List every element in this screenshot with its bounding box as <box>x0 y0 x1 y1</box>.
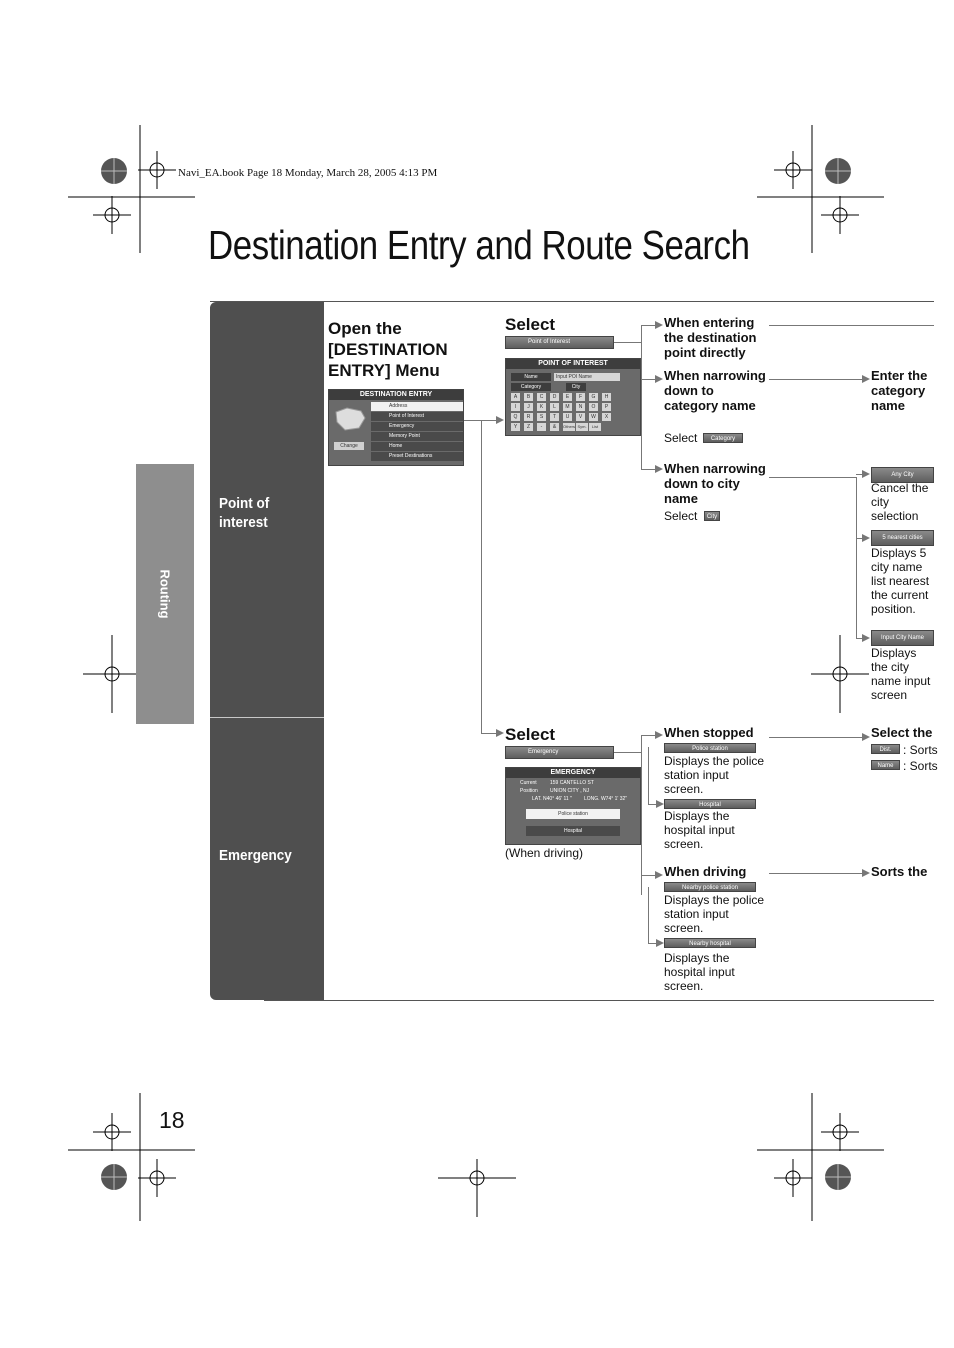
keypad-key[interactable]: K <box>537 403 546 411</box>
nearby-hospital-button[interactable]: Nearby hospital <box>664 938 756 948</box>
hospital-text: Displays the hospital input screen. <box>664 809 735 851</box>
position-value: UNION CITY , NJ <box>550 788 590 794</box>
keypad-key[interactable]: M <box>563 403 572 411</box>
map-icon <box>333 406 367 432</box>
keypad-key[interactable]: P <box>602 403 611 411</box>
branch-when-stopped: When stopped <box>664 725 754 740</box>
emergency-screen <box>505 767 641 845</box>
branch-direct: When entering the destination point directly <box>664 315 757 360</box>
section-side-panel <box>210 302 324 1000</box>
keypad-key[interactable]: G <box>589 393 598 401</box>
section-label-emergency: Emergency <box>219 847 292 864</box>
keypad-key[interactable]: Y <box>511 423 520 431</box>
keypad-key[interactable]: - <box>537 423 546 431</box>
keypad-key[interactable]: L <box>550 403 559 411</box>
point-of-interest-button[interactable]: Point of Interest <box>505 336 614 349</box>
branch-city: When narrowing down to city name <box>664 461 766 506</box>
result-sorts-the: Sorts the <box>871 864 928 879</box>
menu-item-home[interactable]: Home <box>371 442 463 451</box>
menu-item-address[interactable]: Address <box>371 402 463 411</box>
keypad-key[interactable]: B <box>524 393 533 401</box>
section-label-poi: Point of interest <box>219 495 270 531</box>
keypad-key[interactable]: A <box>511 393 520 401</box>
menu-item-preset-destinations[interactable]: Preset Destinations <box>371 452 463 461</box>
input-city-name-text: Displays the city name input screen <box>871 646 931 702</box>
when-driving-note: (When driving) <box>505 846 584 860</box>
latitude: LAT. N40° 46' 11 " <box>532 796 572 802</box>
routing-tab-label: Routing <box>157 569 173 619</box>
branch-category: When narrowing down to category name <box>664 368 766 413</box>
keypad-key[interactable]: V <box>576 413 585 421</box>
category-button[interactable]: Category <box>703 433 743 443</box>
keypad-key[interactable]: W <box>589 413 598 421</box>
nearby-police-station-button[interactable]: Nearby police station <box>664 882 756 892</box>
any-city-button[interactable]: Any City <box>871 467 934 483</box>
police-station-text: Displays the police station input screen. <box>664 754 765 796</box>
hospital-button[interactable]: Hospital <box>664 799 756 809</box>
city-select-text: Select <box>664 509 698 523</box>
result-select-the: Select the <box>871 725 933 740</box>
keypad-key[interactable]: X <box>602 413 611 421</box>
keypad-key[interactable]: S <box>537 413 546 421</box>
print-header: Navi_EA.book Page 18 Monday, March 28, 2005 4:13 PM <box>178 167 438 179</box>
keypad-key[interactable]: Others <box>563 424 576 429</box>
nearby-hospital-text: Displays the hospital input screen. <box>664 951 735 993</box>
keypad-key[interactable]: R <box>524 413 533 421</box>
step-open-menu-title: Open the [DESTINATION ENTRY] Menu <box>328 319 448 380</box>
name-sort-text: : Sorts <box>903 759 938 773</box>
section-divider <box>210 717 324 718</box>
city-button[interactable]: City <box>704 511 720 521</box>
branch-when-driving: When driving <box>664 864 747 879</box>
dist-sort-button[interactable]: Dist. <box>871 744 900 754</box>
dist-sort-text: : Sorts <box>903 743 938 757</box>
keypad-key[interactable]: Q <box>511 413 520 421</box>
keypad-key[interactable]: U <box>563 413 572 421</box>
keypad-key[interactable]: I <box>511 403 520 411</box>
menu-item-memory-point[interactable]: Memory Point <box>371 432 463 441</box>
poi-screen-title: POINT OF INTEREST <box>506 359 640 369</box>
nearby-police-station-text: Displays the police station input screen. <box>664 893 765 935</box>
page-number: 18 <box>159 1107 185 1133</box>
change-button[interactable]: Change <box>334 442 364 450</box>
nearest-cities-button[interactable]: 5 nearest cities <box>871 530 934 546</box>
keypad-key[interactable]: List <box>589 423 601 431</box>
keypad-key[interactable]: & <box>550 423 559 431</box>
poi-screen <box>505 358 641 436</box>
position-label: Position <box>520 788 538 794</box>
police-station-screen-button[interactable]: Police station <box>526 809 620 819</box>
keypad-key[interactable]: Z <box>524 423 533 431</box>
current-value: 159 CANTELLO ST <box>550 780 594 786</box>
page-title: Destination Entry and Route Search <box>208 222 750 268</box>
emergency-screen-title: EMERGENCY <box>506 768 640 778</box>
input-city-name-button[interactable]: Input City Name <box>871 630 934 646</box>
longitude: LONG. W74° 1' 32" <box>584 796 628 802</box>
nearest-cities-text: Displays 5 city name list nearest the current position. <box>871 546 930 616</box>
keypad-key[interactable]: E <box>563 393 572 401</box>
category-select-text: Select <box>664 431 698 445</box>
poi-select-heading: Select <box>505 315 556 334</box>
any-city-text: Cancel the city selection <box>871 481 929 523</box>
name-sort-button[interactable]: Name <box>871 760 900 770</box>
emergency-button[interactable]: Emergency <box>505 746 614 759</box>
emergency-select-heading: Select <box>505 725 556 744</box>
menu-item-point-of-interest[interactable]: Point of Interest <box>371 412 463 421</box>
keypad-key[interactable]: O <box>589 403 598 411</box>
table-bottom-rule <box>264 1000 934 1001</box>
current-label: Current <box>520 780 537 786</box>
keypad-key[interactable]: F <box>576 393 585 401</box>
police-station-button[interactable]: Police station <box>664 743 756 753</box>
poi-keypad <box>511 393 621 433</box>
keypad-key[interactable]: C <box>537 393 546 401</box>
keypad-key[interactable]: J <box>524 403 533 411</box>
poi-name-input[interactable]: Input POI Name <box>554 373 620 381</box>
routing-side-tab <box>136 464 194 724</box>
category-tab[interactable]: Category <box>511 383 551 391</box>
keypad-key[interactable]: N <box>576 403 585 411</box>
destination-entry-screen <box>328 389 464 466</box>
result-enter-category: Enter the category name <box>871 368 928 413</box>
hospital-screen-button[interactable]: Hospital <box>526 826 620 836</box>
keypad-key[interactable]: H <box>602 393 611 401</box>
keypad-key[interactable]: D <box>550 393 559 401</box>
name-tab[interactable]: Name <box>511 373 551 381</box>
menu-item-emergency[interactable]: Emergency <box>371 422 463 431</box>
destination-entry-screen-title: DESTINATION ENTRY <box>329 390 463 400</box>
city-tab[interactable]: City <box>566 383 586 391</box>
keypad-key[interactable]: T <box>550 413 559 421</box>
keypad-key[interactable]: Sym. <box>577 424 587 429</box>
